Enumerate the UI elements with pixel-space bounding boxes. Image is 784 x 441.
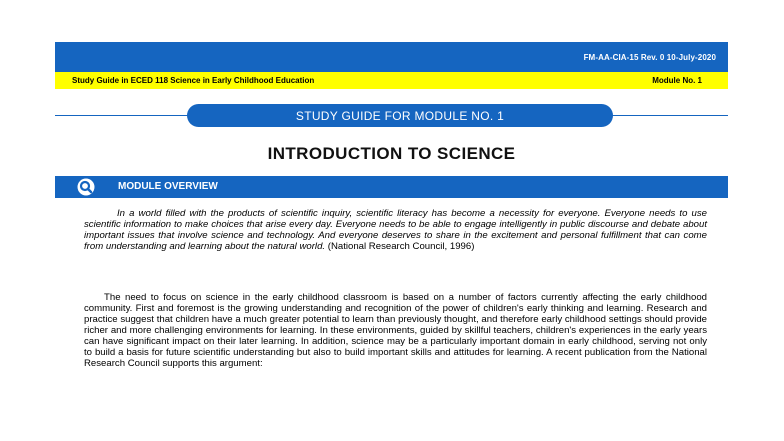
quote-text: In a world filled with the products of scientific inquiry, scientific literacy has become a necessity for everyone. Everyone needs to use scientific information to make choices that arise every day. Everyone needs to be able to engage intelligently in public discourse and debate about important issues that involve science and technology. And everyone deserves to share in the excitement and personal fulfillment that can come from understanding and learning about the natural world. [84,208,707,252]
overview-quote [84,208,707,252]
header-bar [55,42,728,72]
document-page [55,42,728,441]
form-code: FM-AA-CIA-15 Rev. 0 10-July-2020 [583,53,716,62]
study-guide-title: Study Guide in ECED 118 Science in Early Childhood Education [72,76,315,85]
course-bar [55,72,728,89]
search-icon [77,178,95,196]
page-title: INTRODUCTION TO SCIENCE [267,144,516,163]
module-banner [187,104,613,127]
section-header-module-overview [55,176,728,198]
module-banner-label: STUDY GUIDE FOR MODULE NO. 1 [295,108,505,123]
section-label: MODULE OVERVIEW [118,181,218,192]
overview-paragraph: The need to focus on science in the early childhood classroom is based on a number of factors currently affecting the early childhood community. First and foremost is the growing understanding and recognition of the power of children's early thinking and learning. Research and practice suggest that children have a much greater potential to learn than previously thought, and therefore early childhood settings should provide richer and more challenging environments for learning. In these environments, guided by skillful teachers, children's experiences in the early years can have significant impact on their later learning. In addition, science may be a particularly important domain in early childhood, serving not only to build a basis for future scientific understanding but also to build important skills and attitudes for learning. A recent publication from the National Research Council supports this argument: [84,292,707,369]
module-number: Module No. 1 [652,76,702,85]
quote-citation: (National Research Council, 1996) [327,241,475,252]
